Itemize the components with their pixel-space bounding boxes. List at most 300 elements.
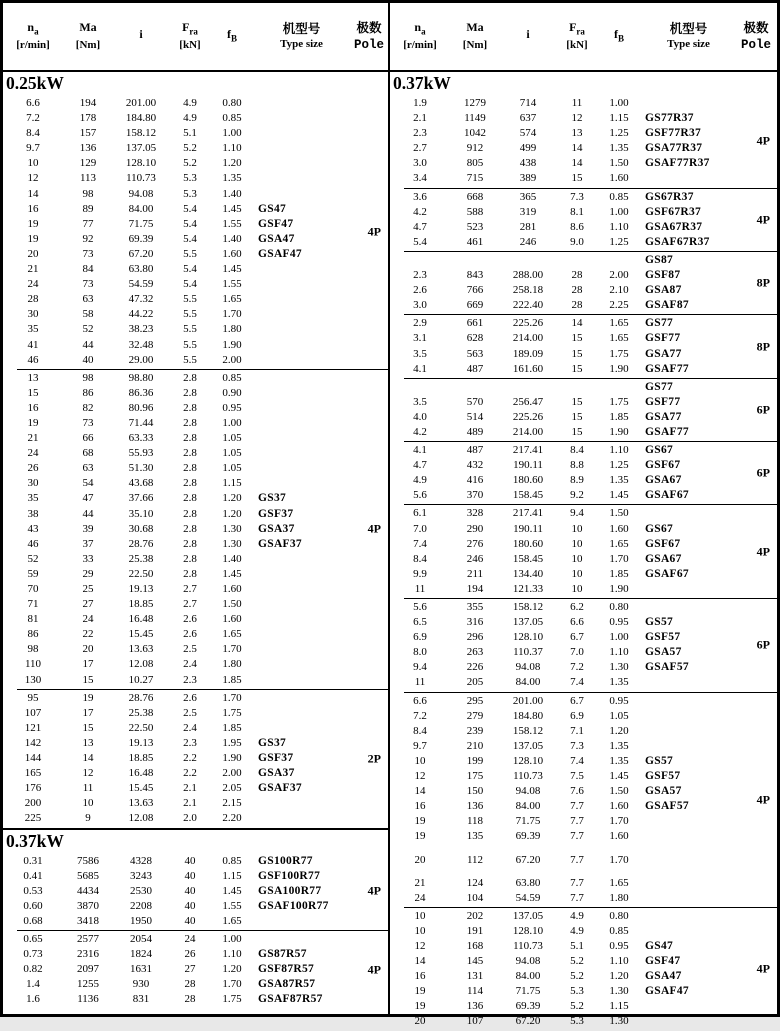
cell-i: 71.75: [128, 217, 154, 230]
cell-fra: 6.2: [570, 601, 584, 613]
table-row: [3, 627, 388, 642]
table-row: [390, 853, 777, 868]
cell-fra: 2.8: [183, 507, 197, 520]
col-header-na: $n_a$ [r/min]: [16, 20, 50, 52]
cell-na: 107: [24, 706, 42, 719]
cell-fra: 24: [184, 932, 196, 945]
cell-na: 3.6: [413, 190, 427, 203]
cell-na: 3.0: [413, 157, 427, 170]
cell-i: 184.80: [512, 709, 544, 722]
cell-fra: 28: [184, 993, 196, 1006]
cell-na: 5.6: [413, 489, 427, 502]
cell-i: 158.12: [512, 601, 544, 613]
table-row: [3, 811, 388, 826]
table-row: [390, 111, 777, 126]
cell-type-size: GSA37: [258, 522, 295, 535]
cell-ma: 487: [466, 362, 484, 375]
spec-block: [390, 189, 777, 251]
cell-fb: 1.30: [609, 1015, 629, 1028]
cell-fra: 9.4: [570, 507, 584, 520]
cell-ma: 107: [466, 1015, 484, 1028]
cell-ma: 124: [466, 876, 484, 889]
cell-i: 128.10: [512, 754, 544, 767]
cell-fb: 0.90: [222, 386, 242, 399]
cell-i: 94.08: [128, 187, 154, 200]
cell-fra: 15: [571, 332, 583, 345]
cell-fra: 5.2: [183, 157, 197, 170]
cell-ma: 15: [82, 721, 94, 734]
section-title: 0.25kW: [6, 73, 64, 93]
cell-fra: 5.2: [570, 1000, 584, 1013]
cell-fb: 1.40: [222, 232, 242, 245]
cell-na: 4.9: [413, 474, 427, 487]
cell-i: 94.08: [515, 955, 541, 968]
cell-na: 4.2: [413, 205, 427, 218]
cell-i: 3243: [130, 869, 152, 882]
cell-fra: 2.6: [183, 691, 197, 704]
table-row: [3, 202, 388, 217]
cell-fb: 1.65: [609, 537, 629, 550]
cell-na: 20: [414, 1015, 426, 1028]
cell-fb: 1.35: [609, 739, 629, 752]
cell-fra: 2.8: [183, 462, 197, 475]
cell-fb: 1.85: [609, 567, 629, 580]
cell-ma: 86: [82, 386, 94, 399]
table-row: [3, 612, 388, 627]
table-row: [390, 473, 777, 488]
cell-na: 6.9: [413, 631, 427, 644]
cell-fra: 11: [571, 97, 583, 109]
cell-fb: 1.65: [222, 628, 242, 641]
pole-label: 8P: [756, 339, 770, 353]
cell-i: 22.50: [128, 721, 154, 734]
cell-fra: 2.8: [183, 386, 197, 399]
cell-type-size: GSAF37: [258, 537, 302, 550]
cell-ma: 44: [82, 338, 94, 351]
cell-ma: 136: [466, 800, 484, 813]
table-row: [390, 347, 777, 362]
cell-fb: 1.45: [609, 770, 629, 783]
cell-fb: 1.45: [222, 202, 242, 215]
cell-fra: 8.6: [570, 220, 584, 233]
spec-block: [390, 95, 777, 188]
cell-na: 1.6: [26, 993, 40, 1006]
cell-ma: 487: [466, 444, 484, 457]
table-row: [3, 277, 388, 292]
cell-i: 438: [519, 157, 537, 170]
cell-fb: 1.40: [222, 187, 242, 200]
cell-na: 5.4: [413, 235, 427, 248]
cell-fb: 1.10: [222, 948, 242, 961]
cell-na: 19: [27, 217, 39, 230]
cell-na: 19: [414, 815, 426, 828]
cell-i: 80.96: [128, 401, 154, 414]
cell-fra: 7.7: [570, 876, 584, 889]
cell-type-size: GSF87: [645, 269, 681, 282]
cell-fb: 1.90: [609, 582, 629, 595]
cell-na: 144: [24, 752, 42, 765]
cell-fb: 1.80: [609, 891, 629, 904]
cell-ma: 5685: [77, 869, 99, 882]
cell-ma: 136: [466, 1000, 484, 1013]
cell-fra: 4.9: [183, 112, 197, 125]
cell-na: 4.7: [413, 220, 427, 233]
cell-na: 12: [27, 172, 39, 185]
cell-fra: 10: [571, 582, 583, 595]
cell-fb: 0.85: [222, 854, 242, 867]
cell-na: 6.6: [413, 694, 427, 707]
cell-i: 86.36: [128, 386, 154, 399]
cell-type-size: GSA57: [645, 785, 682, 798]
cell-ma: 296: [466, 631, 484, 644]
cell-ma: 10: [82, 797, 94, 810]
cell-fra: 40: [184, 899, 196, 912]
cell-fra: 4.9: [570, 909, 584, 922]
cell-fb: 1.70: [609, 853, 629, 866]
cell-fra: 2.8: [183, 371, 197, 384]
cell-fra: 28: [571, 284, 583, 297]
cell-fra: 7.6: [570, 785, 584, 798]
cell-i: 98.80: [128, 371, 154, 384]
cell-fra: 5.2: [183, 142, 197, 155]
cell-fra: 4.9: [570, 924, 584, 937]
cell-fra: 8.9: [570, 474, 584, 487]
cell-fra: 5.5: [183, 353, 197, 366]
cell-i: 18.85: [128, 598, 154, 611]
cell-type-size: GSAF67R37: [645, 235, 710, 248]
cell-i: 180.60: [512, 537, 544, 550]
cell-fra: 9.2: [570, 489, 584, 502]
table-row: [3, 217, 388, 232]
cell-i: 128.10: [512, 924, 544, 937]
cell-fb: 1.65: [609, 332, 629, 345]
cell-na: 19: [414, 985, 426, 998]
cell-fra: 2.8: [183, 401, 197, 414]
spec-block: [3, 931, 388, 1008]
pole-label: 4P: [756, 792, 770, 807]
cell-type-size: GSF57: [645, 770, 681, 783]
cell-na: 12: [414, 939, 426, 952]
cell-fb: 2.20: [222, 812, 242, 825]
cell-i: 28.76: [128, 537, 154, 550]
cell-ma: 1136: [77, 993, 99, 1006]
cell-ma: 27: [82, 598, 94, 611]
cell-fra: 7.1: [570, 724, 584, 737]
cell-fra: 5.3: [183, 172, 197, 185]
cell-type-size: GSAF87: [645, 299, 689, 312]
cell-fra: 5.4: [183, 263, 197, 276]
cell-na: 0.68: [23, 914, 43, 927]
cell-fb: 1.15: [609, 112, 629, 125]
cell-ma: 13: [82, 736, 94, 749]
cell-i: 246: [519, 235, 537, 248]
pole-label: 8P: [756, 275, 770, 290]
cell-fra: 28: [184, 978, 196, 991]
cell-fb: 1.90: [222, 338, 242, 351]
cell-fra: 2.5: [183, 706, 197, 719]
cell-fb: 0.95: [609, 694, 629, 707]
cell-i: 16.48: [128, 767, 154, 780]
table-row: [3, 386, 388, 401]
table-row: [390, 645, 777, 660]
cell-type-size: GS57: [645, 754, 674, 767]
spec-block: [390, 442, 777, 504]
cell-fra: 27: [184, 963, 196, 976]
cell-fb: 0.85: [609, 190, 629, 203]
table-row: [3, 796, 388, 811]
cell-ma: 29: [82, 567, 94, 580]
table-row: [390, 582, 777, 597]
cell-fb: 1.85: [609, 410, 629, 423]
cell-fra: 5.5: [183, 338, 197, 351]
cell-fb: 1.20: [609, 724, 629, 737]
spec-block: [3, 370, 388, 689]
cell-fra: 2.5: [183, 643, 197, 656]
cell-fb: 1.55: [222, 278, 242, 291]
cell-i: 67.20: [515, 1015, 541, 1028]
cell-fb: 1.20: [222, 507, 242, 520]
cell-fb: 1.10: [609, 444, 629, 457]
col-header-type-size: 机型号 Type size: [667, 22, 710, 51]
cell-ma: 98: [82, 187, 94, 200]
cell-ma: 263: [466, 646, 484, 659]
cell-fra: 2.7: [183, 583, 197, 595]
section-title: 0.37kW: [3, 828, 388, 853]
cell-i: 67.20: [128, 247, 154, 260]
cell-fb: 1.50: [609, 785, 629, 798]
table-row: [3, 691, 388, 706]
cell-i: 258.18: [512, 284, 544, 297]
table-row: [3, 673, 388, 688]
cell-type-size: GS37: [258, 492, 287, 505]
cell-ma: 2577: [77, 932, 99, 945]
cell-i: 71.75: [515, 985, 541, 998]
cell-na: 16: [414, 970, 426, 983]
cell-type-size: GSF77R37: [645, 127, 702, 140]
cell-fb: 1.25: [609, 235, 629, 248]
cell-i: 110.37: [513, 646, 543, 659]
cell-fra: 5.4: [183, 278, 197, 291]
cell-fb: 1.65: [609, 317, 629, 330]
cell-type-size: GSA67R37: [645, 220, 703, 233]
cell-na: 3.1: [413, 332, 427, 345]
spec-block: [3, 853, 388, 930]
cell-fra: 10: [571, 522, 583, 535]
cell-i: 71.44: [128, 416, 154, 429]
cell-i: 190.11: [513, 522, 543, 535]
cell-na: 200: [24, 797, 42, 810]
cell-i: 13.63: [128, 643, 154, 656]
table-row: [390, 522, 777, 537]
cell-ma: 7586: [77, 854, 99, 867]
pole-label: 6P: [756, 637, 770, 652]
cell-ma: 3870: [77, 899, 99, 912]
table-row: [3, 552, 388, 567]
pole-label: 4P: [367, 883, 381, 898]
cell-fb: 1.80: [222, 323, 242, 336]
cell-i: 32.48: [128, 338, 154, 351]
cell-fb: 1.55: [222, 217, 242, 230]
cell-fb: 1.75: [222, 706, 242, 719]
cell-i: 69.39: [515, 830, 541, 843]
cell-na: 2.6: [413, 284, 427, 297]
cell-fb: 1.55: [222, 899, 242, 912]
cell-fb: 1.70: [609, 552, 629, 565]
cell-type-size: GSF67R37: [645, 205, 702, 218]
cell-fb: 1.50: [222, 598, 242, 611]
cell-fra: 7.4: [570, 754, 584, 767]
cell-fb: 1.95: [222, 736, 242, 749]
cell-fra: 14: [571, 157, 583, 170]
cell-na: 0.73: [23, 948, 43, 961]
cell-i: 128.10: [512, 631, 544, 644]
cell-fb: 1.20: [609, 970, 629, 983]
cell-i: 158.45: [512, 489, 544, 502]
cell-fb: 1.30: [609, 985, 629, 998]
cell-na: 20: [414, 853, 426, 866]
cell-fra: 5.1: [183, 127, 197, 140]
table-row: [390, 443, 777, 458]
cell-na: 4.1: [413, 362, 427, 375]
table-row: [390, 660, 777, 675]
cell-ma: 136: [79, 142, 97, 155]
cell-fb: 0.85: [222, 112, 242, 125]
cell-na: 4.7: [413, 459, 427, 472]
cell-i: 110.73: [126, 172, 156, 185]
cell-ma: 39: [82, 522, 94, 535]
cell-ma: 112: [466, 853, 484, 866]
cell-ma: 628: [466, 332, 484, 345]
cell-ma: 25: [82, 583, 94, 595]
cell-fra: 15: [571, 362, 583, 375]
cell-ma: 202: [466, 909, 484, 922]
cell-na: 1.9: [413, 97, 427, 109]
cell-na: 121: [24, 721, 42, 734]
cell-ma: 17: [82, 658, 94, 671]
cell-fra: 2.6: [183, 613, 197, 626]
cell-na: 21: [27, 263, 39, 276]
cell-na: 0.65: [23, 932, 43, 945]
cell-fb: 1.35: [222, 172, 242, 185]
pole-label: 4P: [756, 961, 770, 976]
cell-fra: 40: [184, 869, 196, 882]
table-row: [390, 331, 777, 346]
cell-fra: 28: [571, 299, 583, 312]
table-row: [390, 552, 777, 567]
cell-type-size: GS77: [645, 380, 674, 393]
cell-i: 2530: [130, 884, 152, 897]
cell-fra: 2.8: [183, 492, 197, 505]
table-row: [390, 298, 777, 313]
cell-ma: 194: [79, 97, 97, 109]
cell-ma: 22: [82, 628, 94, 641]
table-row: [390, 362, 777, 377]
table-row: [3, 401, 388, 416]
cell-na: 35: [27, 492, 39, 505]
cell-fra: 6.6: [570, 616, 584, 629]
table-row: [3, 416, 388, 431]
cell-na: 225: [24, 812, 42, 825]
table-row: [3, 932, 388, 947]
cell-na: 16: [27, 401, 39, 414]
cell-i: 43.68: [128, 477, 154, 490]
cell-fb: 0.95: [222, 401, 242, 414]
cell-ma: 205: [466, 676, 484, 689]
cell-na: 11: [414, 676, 426, 689]
cell-fb: 2.10: [609, 284, 629, 297]
cell-fb: 1.25: [609, 127, 629, 140]
cell-ma: 668: [466, 190, 484, 203]
cell-fra: 2.4: [183, 658, 197, 671]
cell-fra: 14: [571, 142, 583, 155]
cell-type-size: GSAF67: [645, 567, 689, 580]
cell-fra: 2.1: [183, 797, 197, 810]
cell-i: 84.00: [515, 970, 541, 983]
table-row: [3, 597, 388, 612]
cell-fra: 2.6: [183, 628, 197, 641]
cell-fb: 1.50: [609, 157, 629, 170]
cell-fra: 2.0: [183, 812, 197, 825]
cell-ma: 523: [466, 220, 484, 233]
cell-fb: 1.35: [609, 142, 629, 155]
spec-block: [390, 315, 777, 377]
cell-i: 30.68: [128, 522, 154, 535]
cell-na: 16: [414, 800, 426, 813]
cell-fb: 1.70: [222, 643, 242, 656]
cell-ma: 145: [466, 955, 484, 968]
pole-label: 4P: [367, 962, 381, 977]
cell-na: 14: [27, 187, 39, 200]
cell-fra: 7.4: [570, 676, 584, 689]
cell-na: 2.3: [413, 269, 427, 282]
cell-fb: 1.75: [222, 993, 242, 1006]
table-row: [3, 736, 388, 751]
cell-type-size: GSF77: [645, 395, 681, 408]
col-header-na: $n_a$ [r/min]: [403, 20, 437, 52]
col-header-i: i: [526, 27, 530, 42]
col-header-ma: Ma [Nm]: [75, 20, 101, 52]
table-row: [3, 537, 388, 552]
cell-na: 130: [24, 673, 42, 686]
table-row: [390, 283, 777, 298]
cell-na: 21: [414, 876, 426, 889]
cell-fb: 1.05: [609, 709, 629, 722]
cell-ma: 73: [82, 278, 94, 291]
pole-label: 6P: [756, 465, 770, 480]
table-row: [3, 992, 388, 1007]
cell-fb: 1.25: [609, 459, 629, 472]
cell-ma: 33: [82, 552, 94, 565]
cell-fb: 1.15: [222, 477, 242, 490]
cell-i: 19.13: [128, 583, 154, 595]
cell-type-size: GSF47: [645, 955, 681, 968]
cell-fb: 0.80: [222, 97, 242, 109]
cell-na: 4.0: [413, 410, 427, 423]
cell-i: 47.32: [128, 293, 154, 306]
cell-ma: 37: [82, 537, 94, 550]
cell-i: 84.00: [515, 676, 541, 689]
cell-fra: 15: [571, 347, 583, 360]
cell-ma: 290: [466, 522, 484, 535]
cell-na: 24: [414, 891, 426, 904]
cell-i: 499: [519, 142, 537, 155]
cell-fb: 1.20: [222, 963, 242, 976]
cell-type-size: GS57: [645, 616, 674, 629]
table-row: [390, 709, 777, 724]
cell-na: 7.2: [26, 112, 40, 125]
cell-type-size: GSF67: [645, 459, 681, 472]
cell-ma: 73: [82, 247, 94, 260]
